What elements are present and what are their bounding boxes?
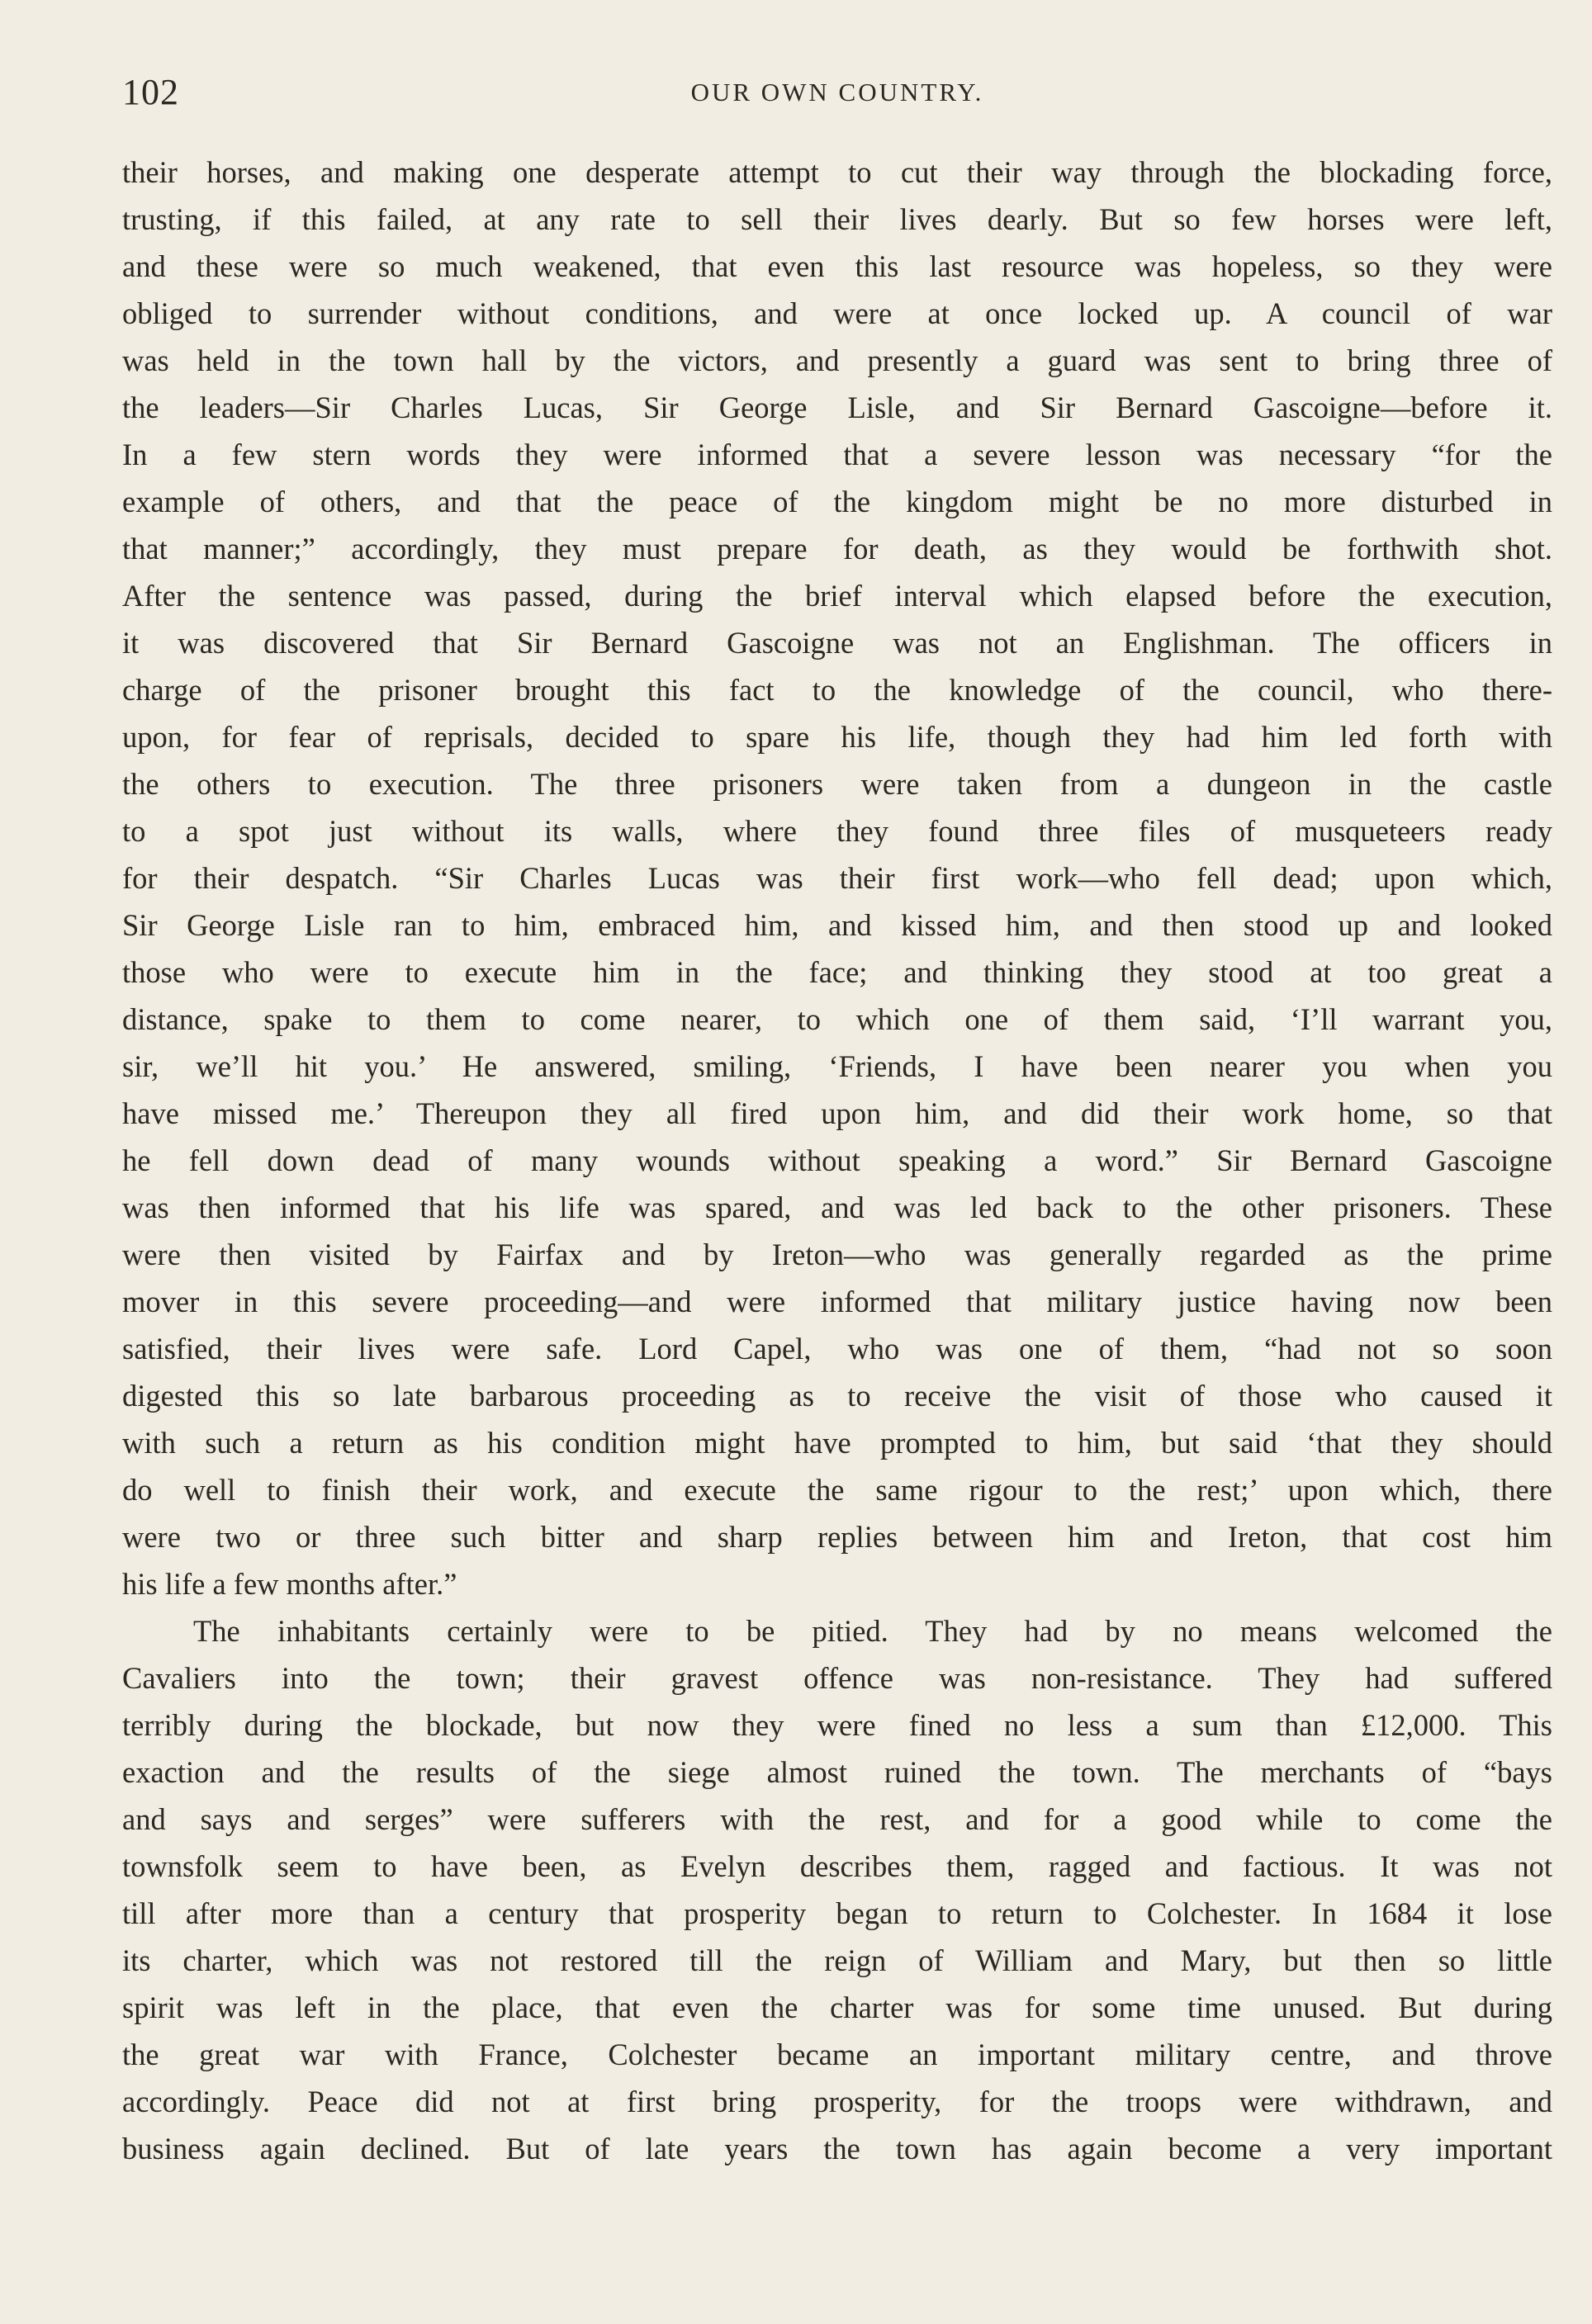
text-line: obliged to surrender without conditions, and were at once locked up. A council of war <box>122 296 1552 330</box>
text-line: example of others, and that the peace of the kingdom might be no more disturbed in <box>122 485 1552 518</box>
text-line: do well to finish their work, and execute the same rigour to the rest;’ upon which, there <box>122 1473 1552 1507</box>
running-title: OUR OWN COUNTRY. <box>690 78 984 106</box>
text-line: with such a return as his condition might have prompted to him, but said ‘that they should <box>122 1426 1552 1460</box>
text-line: Sir George Lisle ran to him, embraced him, and kissed him, and then stood up and looked <box>122 908 1552 942</box>
text-line: he fell down dead of many wounds without speaking a word.” Sir Bernard Gascoigne <box>122 1143 1552 1177</box>
text-line: terribly during the blockade, but now they were fined no less a sum than £12,000. This <box>122 1708 1552 1742</box>
text-line: business again declined. But of late years the town has again become a very important <box>122 2132 1552 2165</box>
text-line: have missed me.’ Thereupon they all fired upon him, and did their work home, so that <box>122 1096 1552 1130</box>
page-number: 102 <box>122 72 179 112</box>
text-line: the leaders—Sir Charles Lucas, Sir George Lisle, and Sir Bernard Gascoigne—before it. <box>122 390 1552 424</box>
text-line: and these were so much weakened, that even this last resource was hopeless, so they were <box>122 249 1552 283</box>
text-line: those who were to execute him in the face; and thinking they stood at too great a <box>122 955 1552 989</box>
text-line: their horses, and making one desperate attempt to cut their way through the blockading force, <box>122 155 1552 189</box>
text-line: it was discovered that Sir Bernard Gascoigne was not an Englishman. The officers in <box>122 626 1552 660</box>
text-line: trusting, if this failed, at any rate to sell their lives dearly. But so few horses were left, <box>122 202 1552 236</box>
text-line: were then visited by Fairfax and by Ireton—who was generally regarded as the prime <box>122 1238 1552 1271</box>
text-line: till after more than a century that prosperity began to return to Colchester. In 1684 it lose <box>122 1896 1552 1930</box>
text-line: and says and serges” were sufferers with the rest, and for a good while to come the <box>122 1802 1552 1836</box>
text-line: accordingly. Peace did not at first bring prosperity, for the troops were withdrawn, and <box>122 2085 1552 2118</box>
paragraph <box>122 149 1552 1607</box>
text-line: Cavaliers into the town; their gravest offence was non-resistance. They had suffered <box>122 1661 1552 1695</box>
text-line: were two or three such bitter and sharp replies between him and Ireton, that cost him <box>122 1520 1552 1554</box>
text-line: for their despatch. “Sir Charles Lucas was their first work—who fell dead; upon which, <box>122 861 1552 895</box>
paragraph <box>122 1607 1552 2172</box>
text-line: the others to execution. The three prisoners were taken from a dungeon in the castle <box>122 767 1552 801</box>
text-line: his life a few months after.” <box>122 1567 457 1601</box>
text-line: After the sentence was passed, during the brief interval which elapsed before the execution, <box>122 579 1552 613</box>
text-line: satisfied, their lives were safe. Lord Capel, who was one of them, “had not so soon <box>122 1332 1552 1366</box>
text-line: The inhabitants certainly were to be pitied. They had by no means welcomed the <box>193 1614 1552 1648</box>
body-text <box>122 149 1552 2172</box>
text-line: that manner;” accordingly, they must prepare for death, as they would be forthwith shot. <box>122 532 1552 566</box>
page-header <box>122 71 1552 112</box>
text-line: was then informed that his life was spared, and was led back to the other prisoners. These <box>122 1190 1552 1224</box>
text-line: In a few stern words they were informed that a severe lesson was necessary “for the <box>122 438 1552 471</box>
text-line: charge of the prisoner brought this fact to the knowledge of the council, who there- <box>122 673 1552 707</box>
text-line: its charter, which was not restored till the reign of William and Mary, but then so little <box>122 1943 1552 1977</box>
text-line: was held in the town hall by the victors, and presently a guard was sent to bring three of <box>122 343 1552 377</box>
text-line: upon, for fear of reprisals, decided to spare his life, though they had him led forth with <box>122 720 1552 754</box>
text-line: to a spot just without its walls, where they found three files of musqueteers ready <box>122 814 1552 848</box>
text-line: the great war with France, Colchester became an important military centre, and throve <box>122 2038 1552 2071</box>
text-line: townsfolk seem to have been, as Evelyn describes them, ragged and factious. It was not <box>122 1849 1552 1883</box>
text-line: exaction and the results of the siege almost ruined the town. The merchants of “bays <box>122 1755 1552 1789</box>
text-line: distance, spake to them to come nearer, to which one of them said, ‘I’ll warrant you, <box>122 1002 1552 1036</box>
text-line: digested this so late barbarous proceeding as to receive the visit of those who caused it <box>122 1379 1552 1413</box>
text-line: mover in this severe proceeding—and were informed that military justice having now been <box>122 1285 1552 1318</box>
text-line: spirit was left in the place, that even the charter was for some time unused. But during <box>122 1990 1552 2024</box>
text-line: sir, we’ll hit you.’ He answered, smiling, ‘Friends, I have been nearer you when you <box>122 1049 1552 1083</box>
